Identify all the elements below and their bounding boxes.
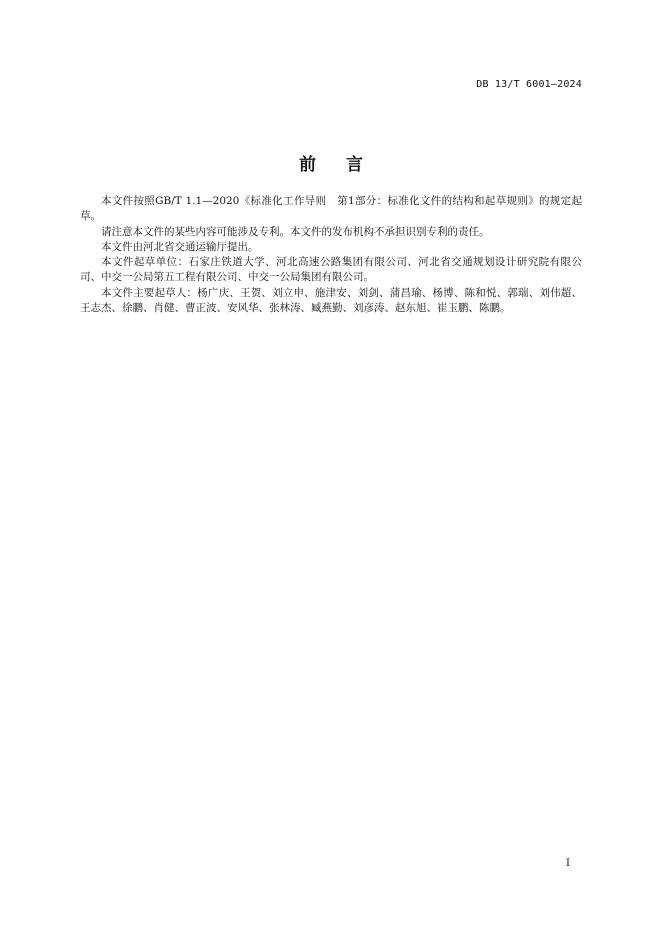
paragraph-patent-notice: 请注意本文件的某些内容可能涉及专利。本文件的发布机构不承担识别专利的责任。: [101, 225, 490, 238]
document-code: DB 13/T 6001—2024: [476, 79, 582, 90]
paragraph-drafters: 本文件主要起草人：杨广庆、王贺、刘立申、施津安、刘剑、蒲昌瑜、杨博、陈和悦、郭瑞、刘伟超、王志杰、徐鹏、肖健、曹正波、安风华、张林涛、臧燕勤、刘彦涛、赵东旭、崔玉鹏、陈鹏。: [80, 286, 582, 315]
paragraph-drafting-rules: 本文件按照GB/T 1.1—2020《标准化工作导则 第1部分：标准化文件的结构和起草规则》的规定起草。: [80, 195, 582, 223]
paragraph-drafting-units: 本文件起草单位：石家庄铁道大学、河北高速公路集团有限公司、河北省交通规划设计研究院有限公司、中交一公局第五工程有限公司、中交一公局集团有限公司。: [80, 256, 582, 284]
paragraph-proposer: 本文件由河北省交通运输厅提出。: [101, 240, 259, 253]
page-number: I: [566, 858, 570, 869]
page-title: 前言: [299, 155, 393, 175]
foreword-body: [80, 194, 582, 316]
